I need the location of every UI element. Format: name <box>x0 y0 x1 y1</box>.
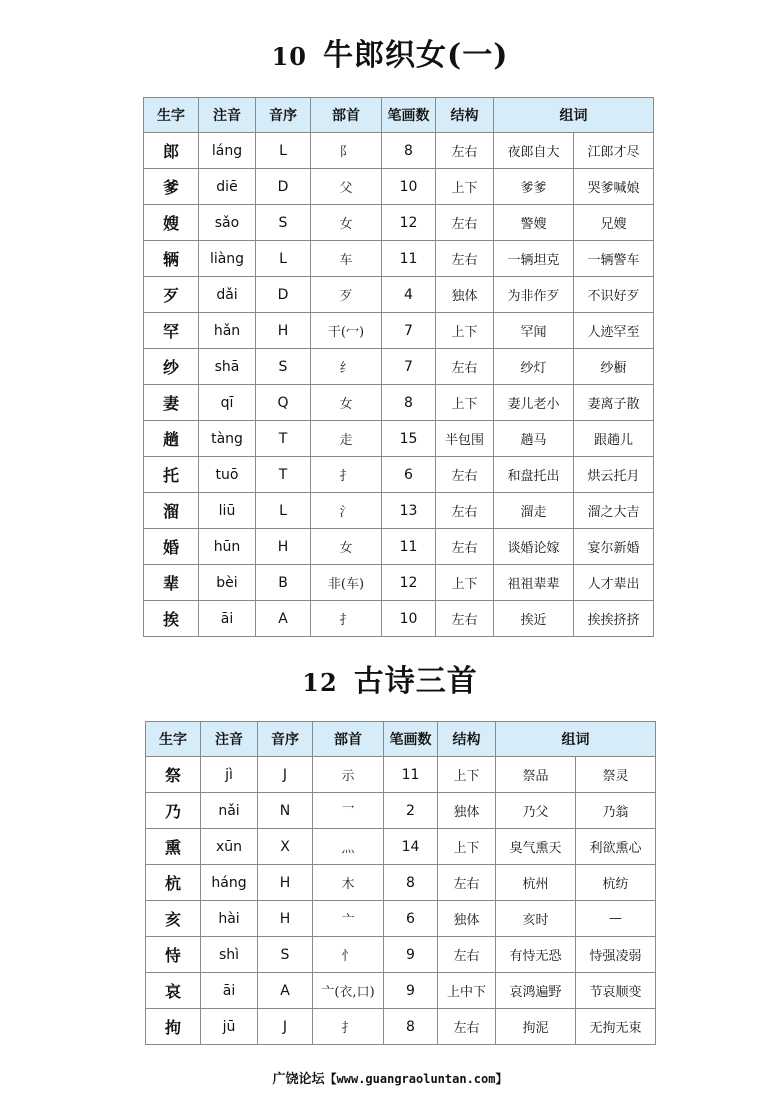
lesson-1-vocab-table <box>143 97 654 637</box>
cell-radical: 父 <box>311 169 382 205</box>
cell-char: 挨 <box>144 601 199 637</box>
cell-pinyin: hài <box>201 901 258 937</box>
footer-url[interactable]: 【www.guangraoluntan.com】 <box>324 1072 508 1086</box>
cell-word-2: 节哀顺变 <box>576 973 656 1009</box>
cell-pinyin: liū <box>199 493 256 529</box>
cell-char: 嫂 <box>144 205 199 241</box>
cell-initial: D <box>256 277 311 313</box>
cell-word-1: 杭州 <box>496 865 576 901</box>
cell-char: 歹 <box>144 277 199 313</box>
cell-word-1: 乃父 <box>496 793 576 829</box>
cell-word-2: 妻离子散 <box>574 385 654 421</box>
cell-word-2: 恃强凌弱 <box>576 937 656 973</box>
cell-strokes: 8 <box>384 1009 438 1045</box>
cell-word-1: 和盘托出 <box>494 457 574 493</box>
cell-initial: A <box>256 601 311 637</box>
cell-strokes: 2 <box>384 793 438 829</box>
cell-word-1: 趟马 <box>494 421 574 457</box>
cell-word-2: 纱橱 <box>574 349 654 385</box>
table-row <box>144 169 654 205</box>
header-char: 生字 <box>144 98 199 133</box>
lesson-2-number: 12 <box>302 668 338 697</box>
cell-strokes: 8 <box>382 385 436 421</box>
cell-char: 妻 <box>144 385 199 421</box>
cell-pinyin: tàng <box>199 421 256 457</box>
cell-structure: 左右 <box>436 529 494 565</box>
cell-strokes: 10 <box>382 169 436 205</box>
cell-initial: A <box>258 973 313 1009</box>
cell-radical: 非(车) <box>311 565 382 601</box>
header-initial: 音序 <box>258 722 313 757</box>
cell-word-1: 溜走 <box>494 493 574 529</box>
lesson-2-rows <box>146 757 656 1045</box>
cell-strokes: 9 <box>384 937 438 973</box>
cell-word-2: 烘云托月 <box>574 457 654 493</box>
header-radical: 部首 <box>313 722 384 757</box>
cell-strokes: 6 <box>384 901 438 937</box>
cell-pinyin: liàng <box>199 241 256 277</box>
cell-word-2: 乃翁 <box>576 793 656 829</box>
cell-pinyin: āi <box>201 973 258 1009</box>
table-row <box>146 757 656 793</box>
cell-radical: 女 <box>311 385 382 421</box>
cell-strokes: 11 <box>382 529 436 565</box>
cell-strokes: 8 <box>384 865 438 901</box>
cell-char: 恃 <box>146 937 201 973</box>
cell-structure: 上下 <box>438 757 496 793</box>
cell-word-1: 罕闻 <box>494 313 574 349</box>
cell-radical: 走 <box>311 421 382 457</box>
table-row <box>144 205 654 241</box>
cell-initial: T <box>256 457 311 493</box>
table-row <box>144 421 654 457</box>
cell-pinyin: dǎi <box>199 277 256 313</box>
table-row <box>144 601 654 637</box>
cell-structure: 上下 <box>438 829 496 865</box>
table-row <box>144 133 654 169</box>
header-strokes: 笔画数 <box>382 98 436 133</box>
cell-word-2: 宴尔新婚 <box>574 529 654 565</box>
cell-strokes: 12 <box>382 565 436 601</box>
cell-word-2: 祭灵 <box>576 757 656 793</box>
lesson-2-title <box>0 656 780 700</box>
lesson-1-rows <box>144 133 654 637</box>
cell-radical: 歹 <box>311 277 382 313</box>
cell-word-1: 哀鸿遍野 <box>496 973 576 1009</box>
cell-strokes: 12 <box>382 205 436 241</box>
cell-structure: 左右 <box>436 349 494 385</box>
cell-radical: 扌 <box>313 1009 384 1045</box>
cell-word-2: — <box>576 901 656 937</box>
cell-radical: 示 <box>313 757 384 793</box>
cell-char: 郎 <box>144 133 199 169</box>
cell-structure: 左右 <box>436 601 494 637</box>
cell-structure: 左右 <box>438 937 496 973</box>
cell-radical: 忄 <box>313 937 384 973</box>
table-row <box>146 901 656 937</box>
lesson-1-title-text: 牛郎织女(一) <box>323 38 509 73</box>
cell-word-2: 人才辈出 <box>574 565 654 601</box>
table-row <box>146 1009 656 1045</box>
cell-structure: 上中下 <box>438 973 496 1009</box>
cell-word-2: 江郎才尽 <box>574 133 654 169</box>
cell-strokes: 7 <box>382 349 436 385</box>
cell-char: 爹 <box>144 169 199 205</box>
cell-pinyin: xūn <box>201 829 258 865</box>
cell-char: 纱 <box>144 349 199 385</box>
cell-word-1: 有恃无恐 <box>496 937 576 973</box>
cell-word-1: 臭气熏天 <box>496 829 576 865</box>
cell-structure: 上下 <box>436 385 494 421</box>
cell-strokes: 11 <box>382 241 436 277</box>
cell-pinyin: láng <box>199 133 256 169</box>
cell-char: 乃 <box>146 793 201 829</box>
cell-radical: 灬 <box>313 829 384 865</box>
cell-initial: L <box>256 493 311 529</box>
cell-word-1: 谈婚论嫁 <box>494 529 574 565</box>
table-row <box>144 493 654 529</box>
header-radical: 部首 <box>311 98 382 133</box>
cell-pinyin: āi <box>199 601 256 637</box>
cell-structure: 独体 <box>438 901 496 937</box>
cell-pinyin: sǎo <box>199 205 256 241</box>
cell-initial: T <box>256 421 311 457</box>
cell-strokes: 8 <box>382 133 436 169</box>
header-words: 组词 <box>494 98 654 133</box>
table-row <box>144 385 654 421</box>
header-strokes: 笔画数 <box>384 722 438 757</box>
cell-structure: 左右 <box>438 1009 496 1045</box>
cell-radical: 乛 <box>313 793 384 829</box>
cell-radical: 扌 <box>311 601 382 637</box>
header-structure: 结构 <box>436 98 494 133</box>
cell-initial: J <box>258 757 313 793</box>
table-row <box>146 937 656 973</box>
cell-word-2: 溜之大吉 <box>574 493 654 529</box>
cell-pinyin: háng <box>201 865 258 901</box>
cell-pinyin: qī <box>199 385 256 421</box>
cell-initial: L <box>256 133 311 169</box>
cell-initial: S <box>256 349 311 385</box>
cell-word-1: 夜郎自大 <box>494 133 574 169</box>
cell-radical: 女 <box>311 529 382 565</box>
lesson-2-title-text: 古诗三首 <box>353 664 478 699</box>
header-pinyin: 注音 <box>199 98 256 133</box>
header-structure: 结构 <box>438 722 496 757</box>
cell-word-1: 一辆坦克 <box>494 241 574 277</box>
cell-strokes: 10 <box>382 601 436 637</box>
cell-initial: N <box>258 793 313 829</box>
table-row <box>146 973 656 1009</box>
cell-char: 熏 <box>146 829 201 865</box>
lesson-1-number: 10 <box>271 42 307 71</box>
cell-radical: 木 <box>313 865 384 901</box>
cell-radical: 扌 <box>311 457 382 493</box>
header-words: 组词 <box>496 722 656 757</box>
cell-radical: 亠(衣,口) <box>313 973 384 1009</box>
cell-word-2: 一辆警车 <box>574 241 654 277</box>
cell-word-1: 祖祖辈辈 <box>494 565 574 601</box>
cell-pinyin: bèi <box>199 565 256 601</box>
cell-strokes: 7 <box>382 313 436 349</box>
cell-structure: 半包围 <box>436 421 494 457</box>
cell-word-2: 挨挨挤挤 <box>574 601 654 637</box>
cell-pinyin: jì <box>201 757 258 793</box>
table-row <box>144 277 654 313</box>
cell-word-2: 哭爹喊娘 <box>574 169 654 205</box>
table-row <box>144 529 654 565</box>
header-initial: 音序 <box>256 98 311 133</box>
table-header-row <box>146 722 656 757</box>
table-row <box>144 313 654 349</box>
cell-char: 托 <box>144 457 199 493</box>
cell-pinyin: shì <box>201 937 258 973</box>
cell-char: 亥 <box>146 901 201 937</box>
cell-char: 祭 <box>146 757 201 793</box>
cell-initial: D <box>256 169 311 205</box>
cell-pinyin: hūn <box>199 529 256 565</box>
cell-char: 婚 <box>144 529 199 565</box>
cell-structure: 上下 <box>436 565 494 601</box>
cell-strokes: 4 <box>382 277 436 313</box>
cell-pinyin: tuō <box>199 457 256 493</box>
cell-radical: 车 <box>311 241 382 277</box>
cell-word-1: 纱灯 <box>494 349 574 385</box>
cell-word-1: 拘泥 <box>496 1009 576 1045</box>
cell-char: 罕 <box>144 313 199 349</box>
cell-char: 杭 <box>146 865 201 901</box>
cell-word-2: 人迹罕至 <box>574 313 654 349</box>
cell-initial: S <box>258 937 313 973</box>
cell-structure: 独体 <box>436 277 494 313</box>
cell-pinyin: nǎi <box>201 793 258 829</box>
table-row <box>144 565 654 601</box>
cell-strokes: 6 <box>382 457 436 493</box>
cell-radical: 阝 <box>311 133 382 169</box>
cell-structure: 左右 <box>436 205 494 241</box>
table-row <box>144 349 654 385</box>
table-row <box>146 829 656 865</box>
cell-initial: H <box>258 865 313 901</box>
cell-pinyin: diē <box>199 169 256 205</box>
cell-structure: 左右 <box>436 241 494 277</box>
cell-char: 趟 <box>144 421 199 457</box>
cell-word-1: 为非作歹 <box>494 277 574 313</box>
cell-structure: 左右 <box>436 133 494 169</box>
cell-pinyin: jū <box>201 1009 258 1045</box>
lesson-1-title <box>0 30 780 74</box>
table-row <box>144 241 654 277</box>
cell-strokes: 9 <box>384 973 438 1009</box>
table-row <box>146 793 656 829</box>
footer <box>0 1068 780 1087</box>
cell-word-1: 挨近 <box>494 601 574 637</box>
cell-word-2: 杭纺 <box>576 865 656 901</box>
cell-word-1: 亥时 <box>496 901 576 937</box>
cell-structure: 上下 <box>436 169 494 205</box>
cell-initial: S <box>256 205 311 241</box>
table-header-row <box>144 98 654 133</box>
cell-initial: L <box>256 241 311 277</box>
cell-strokes: 14 <box>384 829 438 865</box>
cell-char: 哀 <box>146 973 201 1009</box>
cell-word-2: 不识好歹 <box>574 277 654 313</box>
cell-initial: Q <box>256 385 311 421</box>
table-row <box>144 457 654 493</box>
cell-initial: H <box>258 901 313 937</box>
cell-word-2: 无拘无束 <box>576 1009 656 1045</box>
table-row <box>146 865 656 901</box>
cell-initial: J <box>258 1009 313 1045</box>
cell-radical: 干(冖) <box>311 313 382 349</box>
cell-initial: H <box>256 529 311 565</box>
header-pinyin: 注音 <box>201 722 258 757</box>
cell-strokes: 13 <box>382 493 436 529</box>
cell-word-1: 警嫂 <box>494 205 574 241</box>
cell-word-1: 爹爹 <box>494 169 574 205</box>
cell-word-2: 利欲熏心 <box>576 829 656 865</box>
cell-initial: B <box>256 565 311 601</box>
cell-strokes: 11 <box>384 757 438 793</box>
header-char: 生字 <box>146 722 201 757</box>
footer-label: 广饶论坛 <box>272 1072 325 1087</box>
cell-structure: 左右 <box>436 493 494 529</box>
cell-pinyin: shā <box>199 349 256 385</box>
cell-char: 溜 <box>144 493 199 529</box>
cell-radical: 纟 <box>311 349 382 385</box>
cell-char: 拘 <box>146 1009 201 1045</box>
cell-structure: 独体 <box>438 793 496 829</box>
cell-structure: 左右 <box>436 457 494 493</box>
cell-char: 辆 <box>144 241 199 277</box>
cell-radical: 女 <box>311 205 382 241</box>
cell-initial: X <box>258 829 313 865</box>
cell-word-2: 兄嫂 <box>574 205 654 241</box>
cell-initial: H <box>256 313 311 349</box>
cell-structure: 左右 <box>438 865 496 901</box>
cell-radical: 亠 <box>313 901 384 937</box>
cell-radical: 氵 <box>311 493 382 529</box>
cell-word-2: 跟趟儿 <box>574 421 654 457</box>
cell-word-1: 妻儿老小 <box>494 385 574 421</box>
cell-strokes: 15 <box>382 421 436 457</box>
cell-pinyin: hǎn <box>199 313 256 349</box>
cell-structure: 上下 <box>436 313 494 349</box>
lesson-2-vocab-table <box>145 721 656 1045</box>
cell-word-1: 祭品 <box>496 757 576 793</box>
cell-char: 辈 <box>144 565 199 601</box>
